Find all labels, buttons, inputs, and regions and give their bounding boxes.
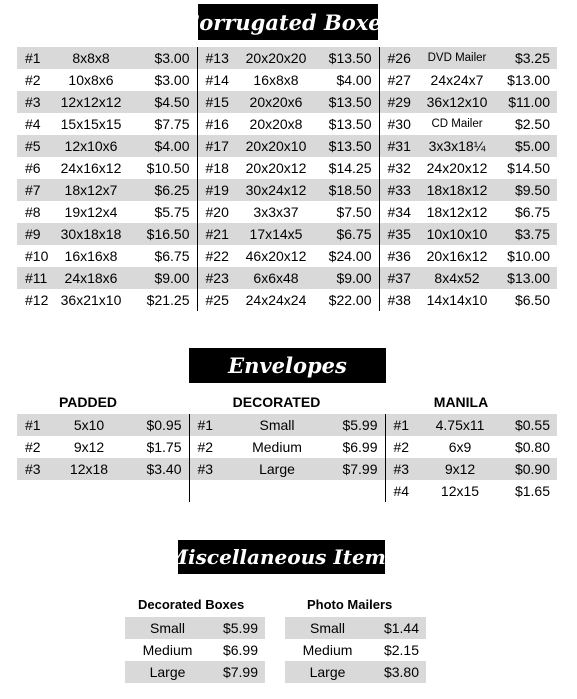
item-price: $10.00 — [507, 248, 550, 264]
item-price: $2.50 — [514, 116, 550, 132]
item-price: $7.75 — [154, 116, 190, 132]
item-size: 20x20x20 — [235, 47, 317, 69]
table-row — [125, 639, 426, 661]
item-number: #15 — [197, 91, 235, 113]
item-size: 20x16x12 — [426, 248, 488, 264]
item-number: #5 — [17, 135, 55, 157]
item-price: $6.99 — [342, 439, 378, 455]
item-size: 18x18x12 — [417, 179, 497, 201]
item-size: 36x12x10 — [417, 91, 497, 113]
item-size: 30x24x12 — [235, 179, 317, 201]
item-price: $13.50 — [317, 91, 379, 113]
item-size: Medium — [252, 439, 302, 455]
table-row — [17, 458, 557, 480]
item-size — [53, 480, 125, 502]
item-size: Small — [229, 414, 325, 436]
item-size: 12x18 — [53, 458, 125, 480]
item-price: $18.50 — [317, 179, 379, 201]
item-price: $7.99 — [210, 661, 265, 683]
item-number: #3 — [385, 458, 419, 480]
item-number: #30 — [379, 113, 417, 135]
item-size: 36x21x10 — [60, 292, 122, 308]
table-row — [17, 480, 557, 502]
item-price: $1.44 — [370, 617, 426, 639]
column-spacer — [265, 617, 285, 639]
item-number — [189, 480, 229, 502]
item-price: $13.00 — [497, 267, 557, 289]
item-number: #27 — [379, 69, 417, 91]
table-row — [17, 91, 557, 113]
item-number: #11 — [17, 267, 55, 289]
table-row — [17, 157, 557, 179]
item-price: $13.50 — [328, 116, 372, 132]
table-row — [17, 267, 557, 289]
item-number: #3 — [17, 91, 55, 113]
item-price: $6.75 — [317, 223, 379, 245]
item-number: #21 — [197, 223, 235, 245]
table-row — [17, 113, 557, 135]
item-price: $14.50 — [507, 160, 550, 176]
item-price: $5.75 — [154, 204, 190, 220]
item-number: #26 — [379, 47, 417, 69]
item-number: #35 — [379, 223, 417, 245]
item-number: #23 — [197, 267, 235, 289]
item-price: $10.50 — [146, 160, 190, 176]
item-number: #2 — [25, 72, 41, 88]
item-price: $6.75 — [154, 248, 190, 264]
item-price: $0.95 — [125, 414, 189, 436]
item-size: Large — [285, 661, 370, 683]
item-size: Small — [125, 617, 210, 639]
item-size: 30x18x18 — [55, 223, 127, 245]
item-price: $3.00 — [127, 47, 197, 69]
misc-items-title: Miscellaneous Items — [178, 540, 385, 574]
item-number: #36 — [379, 245, 417, 267]
decorated-boxes-header: Decorated Boxes — [138, 597, 245, 612]
item-price: $5.99 — [325, 414, 385, 436]
item-size: 9x12 — [73, 439, 105, 455]
item-size: Large — [229, 458, 325, 480]
corrugated-boxes-title: Corrugated Boxes — [198, 4, 378, 40]
table-row — [125, 661, 426, 683]
item-size: 20x20x12 — [245, 160, 307, 176]
item-price: $4.50 — [127, 91, 197, 113]
table-row — [17, 201, 557, 223]
item-size: 18x12x12 — [426, 204, 488, 220]
item-size: 15x15x15 — [60, 116, 122, 132]
item-price: $11.00 — [497, 91, 557, 113]
item-number: #19 — [197, 179, 235, 201]
item-size: 5x10 — [53, 414, 125, 436]
item-size — [229, 480, 325, 502]
table-row — [17, 436, 557, 458]
item-price: $16.50 — [127, 223, 197, 245]
item-size: 14x14x10 — [426, 292, 488, 308]
envelopes-table — [17, 414, 557, 502]
item-size: 12x12x12 — [55, 91, 127, 113]
item-price — [325, 480, 385, 502]
item-price: $21.25 — [146, 292, 190, 308]
item-number: #2 — [189, 436, 229, 458]
item-size: 6x9 — [448, 439, 472, 455]
item-price: $0.55 — [501, 414, 557, 436]
item-price: $1.65 — [514, 483, 550, 499]
item-price: $3.00 — [154, 72, 190, 88]
item-number: #1 — [17, 414, 53, 436]
item-size: 16x8x8 — [253, 72, 299, 88]
item-price: $5.99 — [210, 617, 265, 639]
item-price: $0.90 — [501, 458, 557, 480]
item-number: #17 — [197, 135, 235, 157]
item-price: $3.25 — [497, 47, 557, 69]
item-number: #4 — [385, 480, 419, 502]
item-number: #1 — [385, 414, 419, 436]
item-number: #3 — [17, 458, 53, 480]
item-price — [125, 480, 189, 502]
item-size: 16x16x8 — [64, 248, 118, 264]
item-size: 10x10x10 — [417, 223, 497, 245]
item-price: $6.75 — [514, 204, 550, 220]
item-price: $3.40 — [125, 458, 189, 480]
misc-items-table — [125, 617, 426, 683]
column-spacer — [265, 661, 285, 683]
item-number: #29 — [379, 91, 417, 113]
item-price: $2.15 — [383, 642, 419, 658]
item-size: 8x4x52 — [417, 267, 497, 289]
item-size: 20x20x10 — [235, 135, 317, 157]
item-number: #8 — [25, 204, 41, 220]
item-price: $6.50 — [514, 292, 550, 308]
item-price: $7.50 — [336, 204, 372, 220]
item-size: Small — [285, 617, 370, 639]
corrugated-boxes-table — [17, 47, 557, 311]
item-size: CD Mailer — [431, 118, 483, 130]
item-number: #16 — [197, 113, 235, 135]
manila-header: MANILA — [433, 394, 489, 410]
item-price: $7.99 — [325, 458, 385, 480]
item-number: #31 — [379, 135, 417, 157]
item-price: $1.75 — [146, 439, 182, 455]
table-row — [17, 69, 557, 91]
item-price: $9.00 — [317, 267, 379, 289]
item-number — [17, 480, 53, 502]
padded-header: PADDED — [58, 394, 118, 410]
column-spacer — [265, 639, 285, 661]
item-size: 12x15 — [440, 483, 480, 499]
item-size: 24x20x12 — [426, 160, 488, 176]
table-row — [17, 135, 557, 157]
item-size: 18x12x7 — [55, 179, 127, 201]
item-price: $9.50 — [497, 179, 557, 201]
table-row — [125, 617, 426, 639]
item-number: #1 — [189, 414, 229, 436]
item-size: Medium — [302, 642, 353, 658]
item-size: 4.75x11 — [419, 414, 501, 436]
table-row — [17, 47, 557, 69]
item-size: 20x20x8 — [249, 116, 303, 132]
item-number: #12 — [25, 292, 49, 308]
item-number: #10 — [25, 248, 49, 264]
item-price: $24.00 — [328, 248, 372, 264]
item-price: $3.75 — [497, 223, 557, 245]
item-number: #3 — [189, 458, 229, 480]
item-price: $13.00 — [507, 72, 550, 88]
table-row — [17, 414, 557, 436]
envelopes-title: Envelopes — [189, 348, 386, 383]
item-size: 46x20x12 — [245, 248, 307, 264]
item-size: 20x20x6 — [235, 91, 317, 113]
photo-mailers-header: Photo Mailers — [307, 597, 393, 612]
item-size: 24x18x6 — [55, 267, 127, 289]
item-size: Large — [125, 661, 210, 683]
item-number: #22 — [197, 245, 235, 267]
table-row — [17, 289, 557, 311]
item-number: #18 — [197, 157, 235, 179]
item-size: 12x10x6 — [55, 135, 127, 157]
item-price: $5.00 — [497, 135, 557, 157]
item-number: #1 — [17, 47, 55, 69]
item-number: #38 — [379, 289, 417, 311]
item-price: $13.50 — [317, 47, 379, 69]
item-number: #25 — [197, 289, 235, 311]
decorated-header: DECORATED — [232, 394, 321, 410]
item-price: $22.00 — [328, 292, 372, 308]
item-size: 8x8x8 — [55, 47, 127, 69]
item-price: $6.25 — [127, 179, 197, 201]
item-number: #37 — [379, 267, 417, 289]
item-number: #7 — [17, 179, 55, 201]
table-row — [17, 223, 557, 245]
item-number: #13 — [197, 47, 235, 69]
item-number: #2 — [385, 436, 419, 458]
item-size: 24x16x12 — [60, 160, 122, 176]
table-row — [17, 179, 557, 201]
item-price: $4.00 — [336, 72, 372, 88]
item-size: 3x3x18¼ — [417, 135, 497, 157]
item-price: $13.50 — [317, 135, 379, 157]
item-size: 17x14x5 — [235, 223, 317, 245]
item-number: #4 — [25, 116, 41, 132]
item-price: $6.99 — [222, 642, 258, 658]
item-size: 3x3x37 — [253, 204, 299, 220]
item-size: 10x8x6 — [68, 72, 114, 88]
item-number: #20 — [197, 201, 235, 223]
item-size: 24x24x7 — [430, 72, 484, 88]
item-price: $3.80 — [370, 661, 426, 683]
item-number: #6 — [25, 160, 41, 176]
item-number: #32 — [379, 157, 417, 179]
item-number: #33 — [379, 179, 417, 201]
item-size: 24x24x24 — [245, 292, 307, 308]
item-number: #9 — [17, 223, 55, 245]
item-price: $14.25 — [328, 160, 372, 176]
item-number: #2 — [25, 439, 41, 455]
table-row — [17, 245, 557, 267]
item-price: $9.00 — [127, 267, 197, 289]
item-size: 6x6x48 — [235, 267, 317, 289]
item-size: 9x12 — [419, 458, 501, 480]
item-price: $0.80 — [514, 439, 550, 455]
item-number: #14 — [197, 69, 235, 91]
item-size: Medium — [142, 642, 193, 658]
item-size: 19x12x4 — [64, 204, 118, 220]
item-size: DVD Mailer — [417, 47, 497, 69]
item-number: #34 — [379, 201, 417, 223]
item-price: $4.00 — [127, 135, 197, 157]
